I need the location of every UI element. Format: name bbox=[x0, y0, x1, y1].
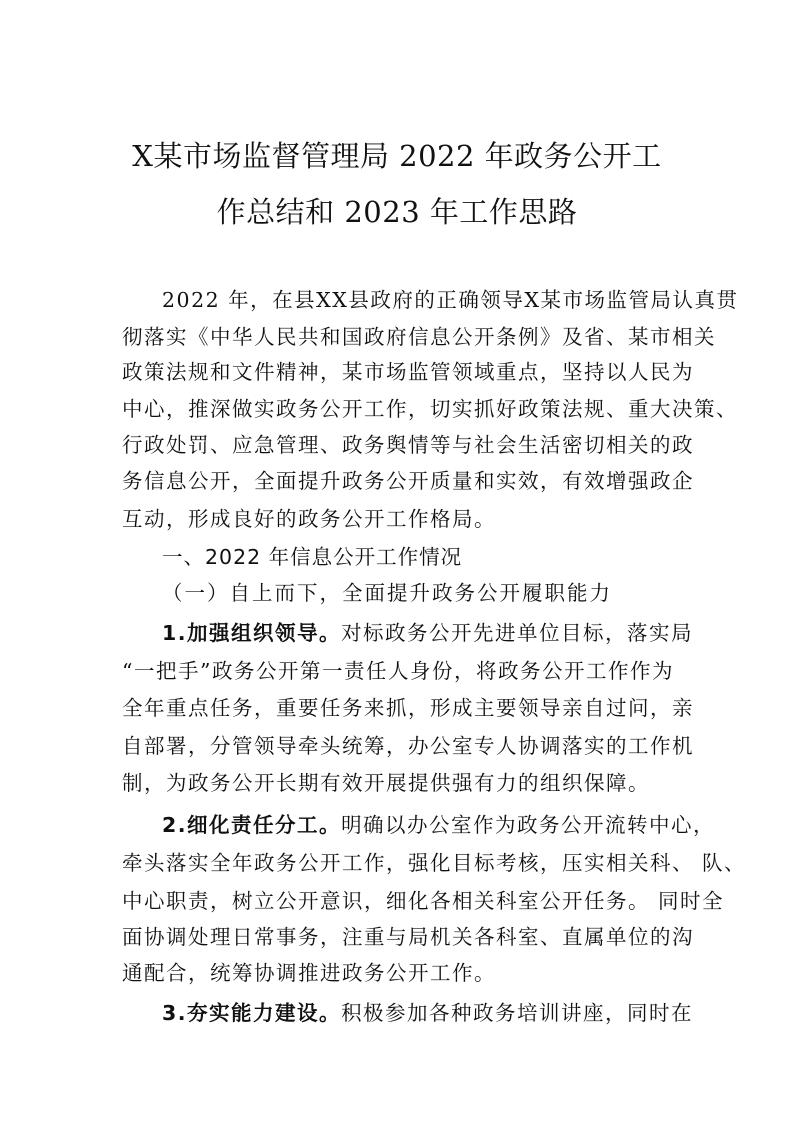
item-3-label: 3.夯实能力建设。 bbox=[162, 1001, 342, 1025]
item-1-line-4: 自部署，分管领导牵头统筹，办公室专人协调落实的工作机 bbox=[122, 734, 694, 758]
document-title-line-1: X某市场监督管理局 2022 年政务公开工 bbox=[132, 139, 662, 173]
item-1-line-3: 全年重点任务，重要任务来抓，形成主要领导亲自过问，亲 bbox=[122, 696, 694, 720]
item-2-line-4: 面协调处理日常事务，注重与局机关各科室、直属单位的沟 bbox=[122, 925, 694, 949]
intro-line-4: 中心，推深做实政务公开工作，切实抓好政策法规、重大决策、 bbox=[122, 397, 738, 421]
subsection-heading-1: （一）自上而下，全面提升政务公开履职能力 bbox=[162, 581, 612, 605]
document-title-line-2: 作总结和 2023 年工作思路 bbox=[216, 195, 578, 229]
item-2-first-line: 明确以办公室作为政务公开流转中心， bbox=[341, 813, 716, 837]
intro-line-1: 2022 年，在县XX县政府的正确领导X某市场监管局认真贯 bbox=[162, 288, 739, 312]
item-2-line-5: 通配合，统筹协调推进政务公开工作。 bbox=[122, 961, 496, 985]
section-heading-1: 一、2022 年信息公开工作情况 bbox=[162, 545, 463, 569]
intro-line-2: 彻落实《中华人民共和国政府信息公开条例》及省、某市相关 bbox=[122, 325, 716, 349]
item-2-line-3: 中心职责，树立公开意识，细化各相关科室公开任务。 同时全 bbox=[122, 889, 725, 913]
item-3-first-line: 积极参加各种政务培训讲座，同时在 bbox=[341, 1001, 694, 1025]
item-1-first-line: 对标政务公开先进单位目标，落实局 bbox=[341, 621, 694, 645]
item-2-label: 2.细化责任分工。 bbox=[162, 813, 342, 837]
intro-line-3: 政策法规和文件精神，某市场监管领域重点，坚持以人民为 bbox=[122, 360, 694, 384]
intro-line-5: 行政处罚、应急管理、政务舆情等与社会生活密切相关的政 bbox=[122, 433, 694, 457]
item-1-label: 1.加强组织领导。 bbox=[162, 621, 342, 645]
intro-line-6: 务信息公开，全面提升政务公开质量和实效，有效增强政企 bbox=[122, 469, 694, 493]
item-2-line-2: 牵头落实全年政务公开工作，强化目标考核，压实相关科、 队、 bbox=[122, 851, 747, 875]
item-1-line-5: 制，为政务公开长期有效开展提供强有力的组织保障。 bbox=[122, 771, 650, 795]
paragraph-item-1 bbox=[162, 618, 693, 648]
paragraph-item-2 bbox=[162, 810, 715, 840]
intro-line-7: 互动，形成良好的政务公开工作格局。 bbox=[122, 507, 496, 531]
item-1-line-2: “一把手”政务公开第一责任人身份，将政务公开工作作为 bbox=[122, 659, 674, 683]
paragraph-item-3 bbox=[162, 998, 693, 1028]
